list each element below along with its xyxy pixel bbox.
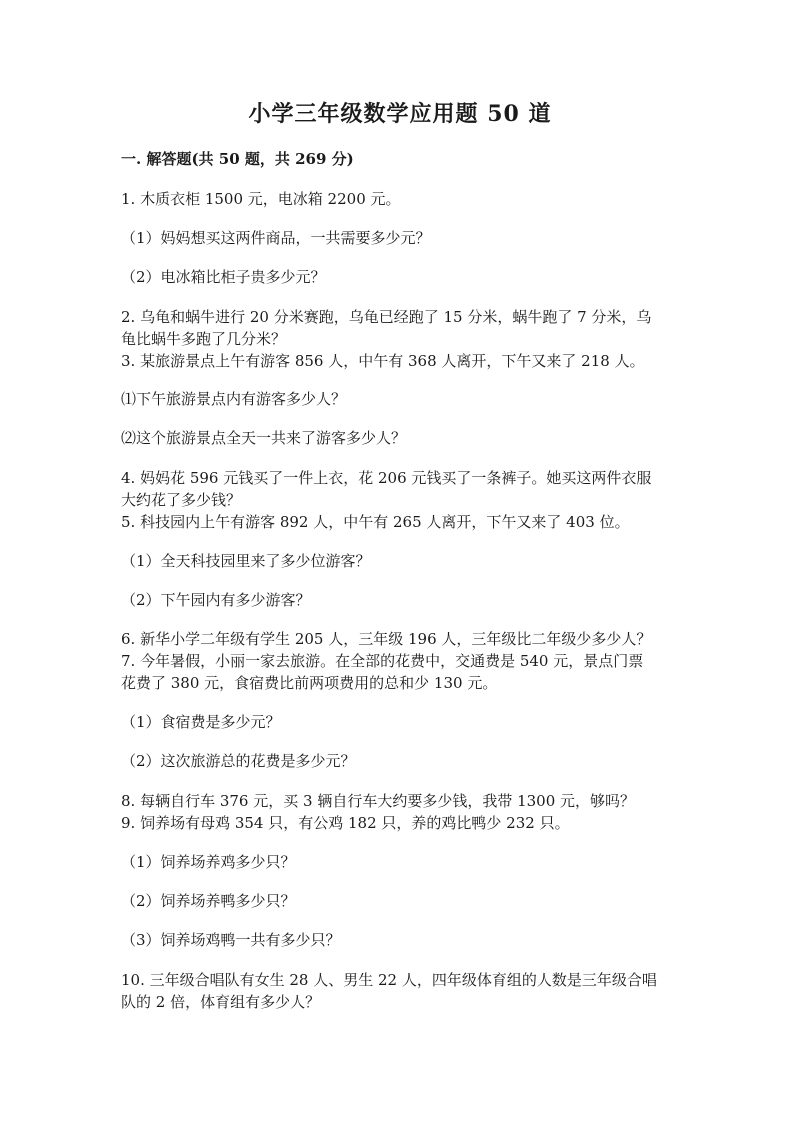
question-7-line-1: 7. 今年暑假，小丽一家去旅游。在全部的花费中，交通费是 540 元，景点门票 xyxy=(121,652,644,670)
question-1-stem: 1. 木质衣柜 1500 元，电冰箱 2200 元。 xyxy=(121,190,401,208)
question-8: 8. 每辆自行车 376 元，买 3 辆自行车大约要多少钱，我带 1300 元，够吗？ xyxy=(121,792,636,810)
question-4-line-2: 大约花了多少钱？ xyxy=(121,491,242,509)
question-1-part-1: （1）妈妈想买这两件商品，一共需要多少元？ xyxy=(121,229,431,247)
page-title: 小学三年级数学应用题 50 道 xyxy=(248,101,552,127)
question-3-stem: 3. 某旅游景点上午有游客 856 人，中午有 368 人离开，下午又来了 218 人。 xyxy=(121,352,645,370)
question-10-line-1: 10. 三年级合唱队有女生 28 人、男生 22 人，四年级体育组的人数是三年级合唱 xyxy=(121,971,657,989)
question-3-part-2: ⑵这个旅游景点全天一共来了游客多少人？ xyxy=(121,429,407,447)
question-2-line-1: 2. 乌龟和蜗牛进行 20 分米赛跑，乌龟已经跑了 15 分米，蜗牛跑了 7 分米，乌 xyxy=(121,308,652,326)
question-7-line-2: 花费了 380 元，食宿费比前两项费用的总和少 130 元。 xyxy=(121,674,498,692)
section-heading: 一. 解答题(共 50 题，共 269 分) xyxy=(121,150,354,168)
question-9-part-2: （2）饲养场养鸭多少只？ xyxy=(121,892,296,910)
question-3-part-1: ⑴下午旅游景点内有游客多少人？ xyxy=(121,390,347,408)
question-7-part-2: （2）这次旅游总的花费是多少元？ xyxy=(121,752,356,770)
question-9-part-1: （1）饲养场养鸡多少只？ xyxy=(121,853,296,871)
question-7-part-1: （1）食宿费是多少元？ xyxy=(121,713,281,731)
question-4-line-1: 4. 妈妈花 596 元钱买了一件上衣，花 206 元钱买了一条裤子。她买这两件衣服 xyxy=(121,469,652,487)
question-9-stem: 9. 饲养场有母鸡 354 只，有公鸡 182 只，养的鸡比鸭少 232 只。 xyxy=(121,814,570,832)
question-2-line-2: 龟比蜗牛多跑了几分米？ xyxy=(121,330,287,348)
question-5-part-2: （2）下午园内有多少游客？ xyxy=(121,591,311,609)
question-5-part-1: （1）全天科技园里来了多少位游客？ xyxy=(121,552,371,570)
question-10-line-2: 队的 2 倍，体育组有多少人？ xyxy=(121,993,321,1011)
question-5-stem: 5. 科技园内上午有游客 892 人，中午有 265 人离开，下午又来了 403 位。 xyxy=(121,513,630,531)
question-1-part-2: （2）电冰箱比柜子贵多少元？ xyxy=(121,268,326,286)
question-9-part-3: （3）饲养场鸡鸭一共有多少只？ xyxy=(121,931,341,949)
question-6: 6. 新华小学二年级有学生 205 人，三年级 196 人，三年级比二年级少多少人？ xyxy=(121,630,652,648)
